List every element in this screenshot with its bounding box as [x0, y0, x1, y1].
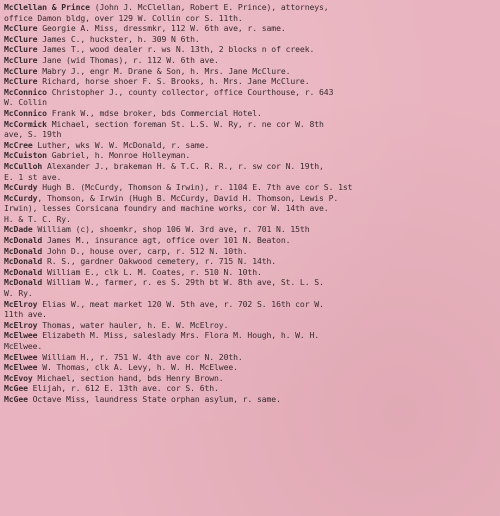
entry-text: Thomas, water hauler, h. E. W. McElroy. — [37, 319, 229, 330]
directory-line-13 — [4, 140, 496, 151]
entry-text: William E., clk L. M. Coates, r. 510 N. 10th. — [42, 266, 262, 277]
directory-line-20 — [4, 214, 496, 225]
entry-text: Frank W., mdse broker, bds Commercial Hotel. — [46, 107, 262, 118]
directory-line-1 — [4, 13, 496, 24]
entry-name: McClellan & Prince — [4, 2, 90, 12]
entry-text: Richard, horse shoer F. S. Brooks, h. Mrs. Jane McClure. — [37, 76, 310, 87]
entry-name: McDonald — [4, 266, 43, 277]
entry-name: McElroy — [4, 298, 38, 309]
directory-line-35 — [4, 373, 496, 384]
directory-line-5 — [4, 55, 496, 66]
entry-name: McDonald — [4, 235, 43, 246]
entry-name: McClure — [4, 23, 38, 34]
directory-line-21 — [4, 224, 496, 235]
directory-line-4 — [4, 44, 496, 55]
directory-line-30 — [4, 320, 496, 331]
entry-text: Luther, wks W. W. McDonald, r. same. — [32, 139, 210, 150]
directory-line-36 — [4, 383, 496, 394]
directory-line-25 — [4, 267, 496, 278]
entry-text: James T., wood dealer r. ws N. 13th, 2 blocks n of creek. — [37, 44, 315, 55]
directory-line-9 — [4, 97, 496, 108]
directory-line-14 — [4, 150, 496, 161]
directory-line-12 — [4, 129, 496, 140]
entry-text: office Damon bldg, over 129 W. Collin cor S. 11th. — [4, 12, 243, 23]
entry-name: McCurdy — [4, 192, 38, 203]
directory-line-15 — [4, 161, 496, 172]
entry-text: Irwin), lesses Corsicana foundry and machine works, cor W. 14th ave. — [4, 203, 329, 214]
entry-name: McCurdy — [4, 182, 38, 193]
entry-text: Alexander J., brakeman H. & T.C. R. R., r. sw cor N. 19th, — [42, 160, 324, 171]
entry-name: McElroy — [4, 319, 38, 330]
entry-name: McDonald — [4, 256, 43, 267]
entry-text: Gabriel, h. Monroe Holleyman. — [46, 150, 191, 161]
entry-text: W. Ry. — [4, 288, 33, 299]
directory-line-37 — [4, 394, 496, 405]
entry-text: William W., farmer, r. es S. 29th bt W. 8th ave, St. L. S. — [42, 277, 324, 288]
directory-line-11 — [4, 119, 496, 130]
directory-line-24 — [4, 256, 496, 267]
entry-name: McClure — [4, 44, 38, 55]
directory-line-34 — [4, 362, 496, 373]
entry-name: McGee — [4, 393, 28, 404]
directory-line-10 — [4, 108, 496, 119]
directory-line-23 — [4, 246, 496, 257]
entry-name: McCulloh — [4, 160, 43, 171]
entry-text: Michael, section hand, bds Henry Brown. — [32, 372, 224, 383]
directory-line-19 — [4, 203, 496, 214]
directory-line-18 — [4, 193, 496, 204]
entry-name: McCuiston — [4, 150, 47, 161]
directory-line-26 — [4, 277, 496, 288]
entry-name: McElwee — [4, 330, 38, 341]
directory-line-8 — [4, 87, 496, 98]
entry-text: James M., insurance agt, office over 101 N. Beaton. — [42, 235, 291, 246]
entry-text: R. S., gardner Oakwood cemetery, r. 715 N. 14th. — [42, 256, 277, 267]
entry-name: McDonald — [4, 245, 43, 256]
entry-name: McClure — [4, 54, 38, 65]
entry-text: Mabry J., engr M. Drane & Son, h. Mrs. Jane McClure. — [37, 65, 291, 76]
entry-name: McDonald — [4, 277, 43, 288]
entry-name: McClure — [4, 33, 38, 44]
entry-text: Elizabeth M. Miss, saleslady Mrs. Flora M. Hough, h. W. H. — [37, 330, 320, 341]
entry-text: Georgie A. Miss, dressmkr, 112 W. 6th ave, r. same. — [37, 23, 286, 34]
entry-text: ave, S. 19th — [4, 129, 62, 140]
entry-text: John D., house over, carp, r. 512 N. 10th. — [42, 245, 248, 256]
entry-text: W. Collin — [4, 97, 47, 108]
entry-name: McConnico — [4, 86, 47, 97]
entry-text: William H., r. 751 W. 4th ave cor N. 20th. — [37, 351, 243, 362]
entry-name: McCree — [4, 139, 33, 150]
entry-name: McClure — [4, 65, 38, 76]
directory-line-17 — [4, 182, 496, 193]
entry-text: James C., huckster, h. 309 N 6th. — [37, 33, 200, 44]
directory-line-22 — [4, 235, 496, 246]
entry-text: 11th ave. — [4, 309, 47, 320]
directory-line-33 — [4, 352, 496, 363]
entry-text: E. 1 st ave. — [4, 171, 62, 182]
entry-text: (John J. McClellan, Robert E. Prince), attorneys, — [89, 2, 329, 12]
entry-text: , Thomson, & Irwin (Hugh B. McCurdy, David H. Thomson, Lewis P. — [37, 192, 339, 203]
directory-line-7 — [4, 76, 496, 87]
directory-line-0 — [4, 2, 496, 13]
entry-text: H. & T. C. Ry. — [4, 213, 71, 224]
directory-line-27 — [4, 288, 496, 299]
entry-text: W. Thomas, clk A. Levy, h. W. H. McElwee. — [37, 362, 238, 373]
entry-text: Jane (wid Thomas), r. 112 W. 6th ave. — [37, 54, 219, 65]
entry-name: McDade — [4, 224, 33, 235]
directory-line-29 — [4, 309, 496, 320]
directory-line-6 — [4, 66, 496, 77]
entry-text: Michael, section foreman St. L.S. W. Ry, r. ne cor W. 8th — [46, 118, 324, 129]
entry-name: McConnico — [4, 107, 47, 118]
entry-text: Octave Miss, laundress State orphan asylum, r. same. — [27, 393, 281, 404]
directory-line-28 — [4, 299, 496, 310]
entry-text: Hugh B. (McCurdy, Thomson & Irwin), r. 1104 E. 7th ave cor S. 1st — [37, 182, 353, 193]
entry-name: McElwee — [4, 362, 38, 373]
entry-name: McElwee — [4, 351, 38, 362]
directory-line-32 — [4, 341, 496, 352]
directory-line-2 — [4, 23, 496, 34]
directory-line-31 — [4, 330, 496, 341]
entry-text: William (c), shoemkr, shop 106 W. 3rd ave, r. 701 N. 15th — [32, 224, 310, 235]
entry-name: McClure — [4, 76, 38, 87]
entry-name: McGee — [4, 383, 28, 394]
entry-text: Elijah, r. 612 E. 13th ave. cor S. 6th. — [27, 383, 219, 394]
entry-text: Christopher J., county collector, office Courthouse, r. 643 — [46, 86, 334, 97]
entry-name: McCormick — [4, 118, 47, 129]
entry-text: McElwee. — [4, 341, 43, 351]
entry-text: Elias W., meat market 120 W. 5th ave, r. 702 S. 16th cor W. — [37, 298, 324, 309]
entry-name: McEvoy — [4, 372, 33, 383]
directory-line-3 — [4, 34, 496, 45]
directory-line-16 — [4, 172, 496, 183]
